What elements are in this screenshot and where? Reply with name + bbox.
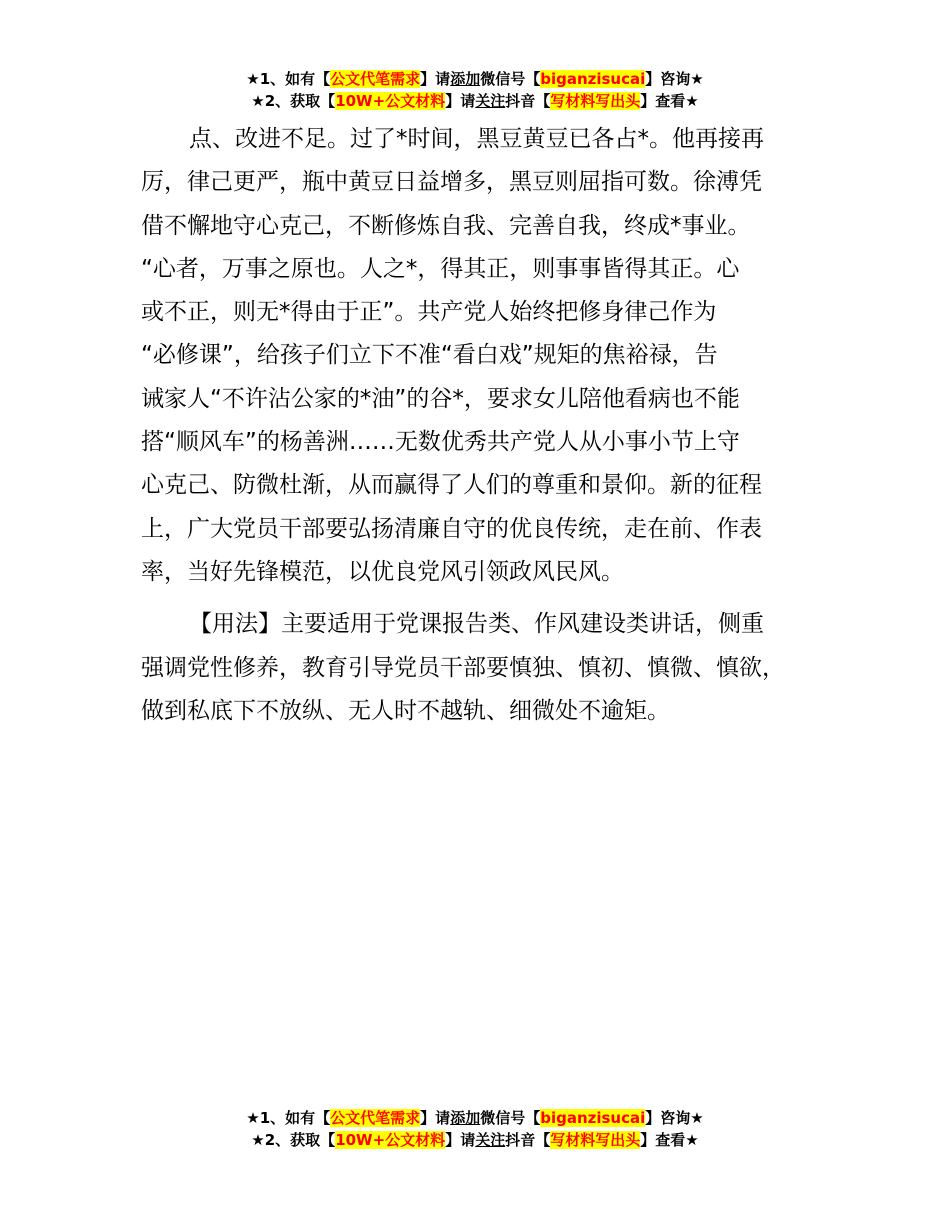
text-line: 上，广大党员干部要弘扬清廉自守的优良传统，走在前、作表 [141, 515, 762, 542]
highlight-service: 公文代笔需求 [330, 1109, 421, 1127]
banner-text: 】咨询★ [645, 70, 704, 88]
banner-text: 】查看★ [640, 1131, 699, 1149]
document-body [141, 118, 841, 733]
highlight-materials: 10W+公文材料 [335, 92, 446, 110]
text-line: 厉，律己更严，瓶中黄豆日益增多，黑豆则屈指可数。徐溥凭 [141, 169, 762, 196]
underlined-follow: 关注 [475, 92, 506, 110]
banner-text: 】请 [445, 1131, 476, 1149]
banner-text: 】请 [420, 70, 451, 88]
text-line: 诫家人“不许沾公家的*油”的谷*，要求女儿陪他看病也不能 [141, 385, 740, 412]
text-line: “必修课”，给孩子们立下不准“看白戏”规矩的焦裕禄，告 [141, 342, 718, 369]
text-line: 【用法】主要适用于党课报告类、作风建设类讲话，侧重 [189, 611, 764, 638]
highlight-douyin-account: 写材料写出头 [550, 1131, 641, 1149]
text-line: 做到私底下不放纵、无人时不越轨、细微处不逾矩。 [141, 697, 670, 724]
banner-line-1 [0, 1107, 950, 1129]
highlight-wechat-id: biganzisucai [540, 1109, 646, 1127]
highlight-douyin-account: 写材料写出头 [550, 92, 641, 110]
text-line: 率，当好先锋模范，以优良党风引领政风民风。 [141, 558, 624, 585]
banner-line-2 [0, 1129, 950, 1151]
text-line: 借不懈地守心克己，不断修炼自我、完善自我，终成*事业。 [141, 212, 751, 239]
banner-text: 微信号【 [480, 1109, 541, 1127]
underlined-add: 添加 [450, 1109, 481, 1127]
banner-text: 微信号【 [480, 70, 541, 88]
text-line: 搭“顺风车”的杨善洲……无数优秀共产党人从小事小节上守 [141, 429, 740, 456]
text-line: 或不正，则无*得由于正”。共产党人始终把修身律己作为 [141, 299, 717, 326]
banner-text: 】请 [420, 1109, 451, 1127]
paragraph-1 [141, 118, 841, 594]
highlight-wechat-id: biganzisucai [540, 70, 646, 88]
header-banner [0, 68, 950, 112]
banner-text: 抖音【 [505, 92, 551, 110]
banner-line-1 [0, 68, 950, 90]
highlight-materials: 10W+公文材料 [335, 1131, 446, 1149]
banner-text: ★2、获取【 [251, 1131, 336, 1149]
banner-text: 】请 [445, 92, 476, 110]
banner-text: 】查看★ [640, 92, 699, 110]
text-line: 点、改进不足。过了*时间，黑豆黄豆已各占*。他再接再 [189, 126, 764, 152]
banner-line-2 [0, 90, 950, 112]
text-line: 心克己、防微杜渐，从而赢得了人们的尊重和景仰。新的征程 [141, 472, 762, 499]
footer-banner [0, 1107, 950, 1151]
banner-text: ★1、如有【 [246, 1109, 331, 1127]
paragraph-2 [141, 603, 841, 733]
banner-text: 抖音【 [505, 1131, 551, 1149]
banner-text: ★1、如有【 [246, 70, 331, 88]
underlined-follow: 关注 [475, 1131, 506, 1149]
text-line: 强调党性修养，教育引导党员干部要慎独、慎初、慎微、慎欲， [141, 654, 785, 681]
underlined-add: 添加 [450, 70, 481, 88]
banner-text: ★2、获取【 [251, 92, 336, 110]
banner-text: 】咨询★ [645, 1109, 704, 1127]
highlight-service: 公文代笔需求 [330, 70, 421, 88]
text-line: “心者，万事之原也。人之*，得其正，则事事皆得其正。心 [141, 255, 740, 282]
